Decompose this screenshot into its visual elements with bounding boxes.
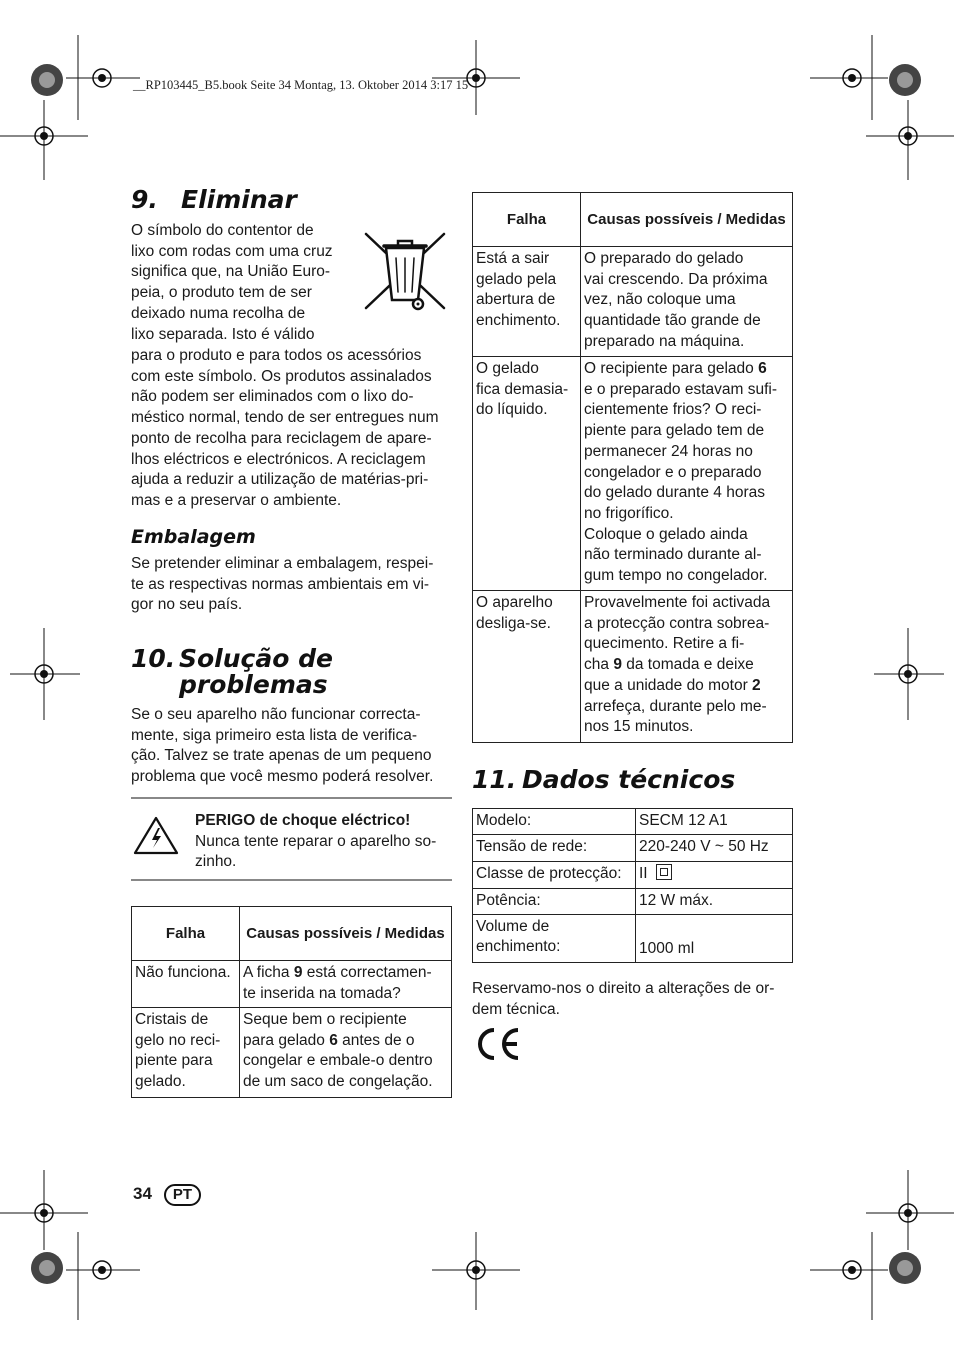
table-row <box>473 591 793 743</box>
fault-cell: Está a sair gelado pela abertura de enchimento. <box>473 247 581 357</box>
fault-cell: Cristais de gelo no reci- piente para gelado. <box>132 1008 240 1098</box>
column-header-fault: Falha <box>132 907 240 961</box>
spec-label: Volume de enchimento: <box>473 914 636 962</box>
warning-title: PERIGO de choque eléctrico! <box>195 812 411 829</box>
section-9-intro: O símbolo do contentor de lixo com rodas com uma cruz significa que, na União Euro- peia, o produto tem de ser deixado numa recolha de lixo separada. Isto é válido <box>131 222 333 343</box>
spec-label: Modelo: <box>473 809 636 835</box>
table-row <box>473 247 793 357</box>
spec-label: Potência: <box>473 888 636 914</box>
cause-cell: Seque bem o recipiente para gelado 6 antes de o congelar e embale-o dentro de um saco de congelação. <box>240 1008 452 1098</box>
cause-cell: O preparado do gelado vai crescendo. Da próxima vez, não coloque uma quantidade tão grande de preparado na máquina. <box>581 247 793 357</box>
packaging-heading: Embalagem <box>131 526 256 548</box>
warning-box <box>131 797 452 881</box>
troubleshooting-table-left <box>131 906 452 1098</box>
fault-cell: O gelado fica demasia- do líquido. <box>473 357 581 591</box>
section-11-heading: 11. Dados técnicos <box>472 765 736 794</box>
electric-hazard-icon <box>133 815 179 855</box>
section-9-body: para o produto e para todos os acessórios com este símbolo. Os produtos assinalados não podem ser eliminados com o lixo do- méstico normal, tendo de ser entregues num ponto de recolha para reciclagem de apare- lhos eléctricos e electrónicos. A reciclagem ajuda a reduzir a utilização de matérias-pri- mas e a preservar o ambiente. <box>131 347 439 509</box>
spec-label: Tensão de rede: <box>473 834 636 861</box>
cause-cell: O recipiente para gelado 6 e o preparado estavam sufi- cientemente frios? O reci- piente para gelado tem de permanecer 24 horas no congelador e o preparado do gelado durante 4 horas no frigorífico. Coloque o gelado ainda não terminado durante al- gum tempo no congelador. <box>581 357 793 591</box>
protection-class-ii-icon <box>656 864 672 880</box>
spec-value: II <box>636 861 793 888</box>
table-row <box>473 861 793 888</box>
table-row <box>473 888 793 914</box>
table-row <box>473 914 793 962</box>
column-header-causes: Causas possíveis / Medidas <box>240 907 452 961</box>
section-9-heading: 9. Eliminar <box>131 185 297 214</box>
spec-value: 220-240 V ~ 50 Hz <box>636 834 793 861</box>
technical-note: Reservamo-nos o direito a alterações de or- dem técnica. <box>472 980 775 1018</box>
page-footer <box>133 1184 201 1206</box>
fault-cell: Não funciona. <box>132 961 240 1008</box>
spec-value: SECM 12 A1 <box>636 809 793 835</box>
column-header-causes: Causas possíveis / Medidas <box>581 193 793 247</box>
specs-table <box>472 808 793 963</box>
warning-line: Nunca tente reparar o aparelho so- <box>195 832 437 850</box>
ce-mark-icon <box>474 1026 522 1062</box>
table-row <box>132 961 452 1008</box>
page-number: 34 <box>133 1184 152 1203</box>
spec-label: Classe de protecção: <box>473 861 636 888</box>
table-row <box>473 357 793 591</box>
spec-value: 1000 ml <box>636 914 793 962</box>
table-row <box>473 834 793 861</box>
packaging-text: Se pretender eliminar a embalagem, respei- te as respectivas normas ambientais em vi- gor no seu país. <box>131 555 434 614</box>
cause-cell: Provavelmente foi activada a protecção contra sobrea- quecimento. Retire a fi- cha 9 da tomada e deixe que a unidade do motor 2 arrefeça, durante pelo me- nos 15 minutos. <box>581 591 793 743</box>
table-row <box>132 1008 452 1098</box>
cause-cell: A ficha 9 está correctamen- te inserida na tomada? <box>240 961 452 1008</box>
section-10-heading: 10. Solução de problemas <box>131 644 333 699</box>
language-badge: PT <box>164 1184 201 1206</box>
warning-line: zinho. <box>195 853 237 871</box>
spec-value: 12 W máx. <box>636 888 793 914</box>
weee-bin-icon <box>362 228 448 314</box>
column-header-fault: Falha <box>473 193 581 247</box>
fault-cell: O aparelho desliga-se. <box>473 591 581 743</box>
table-row <box>473 809 793 835</box>
troubleshooting-table-right <box>472 192 793 743</box>
print-info: __RP103445_B5.book Seite 34 Montag, 13. Oktober 2014 3:17 15 <box>133 78 469 92</box>
section-10-intro: Se o seu aparelho não funcionar correcta- mente, siga primeiro esta lista de verifica- ção. Talvez se trate apenas de um pequeno problema que você mesmo poderá resolver. <box>131 706 434 786</box>
